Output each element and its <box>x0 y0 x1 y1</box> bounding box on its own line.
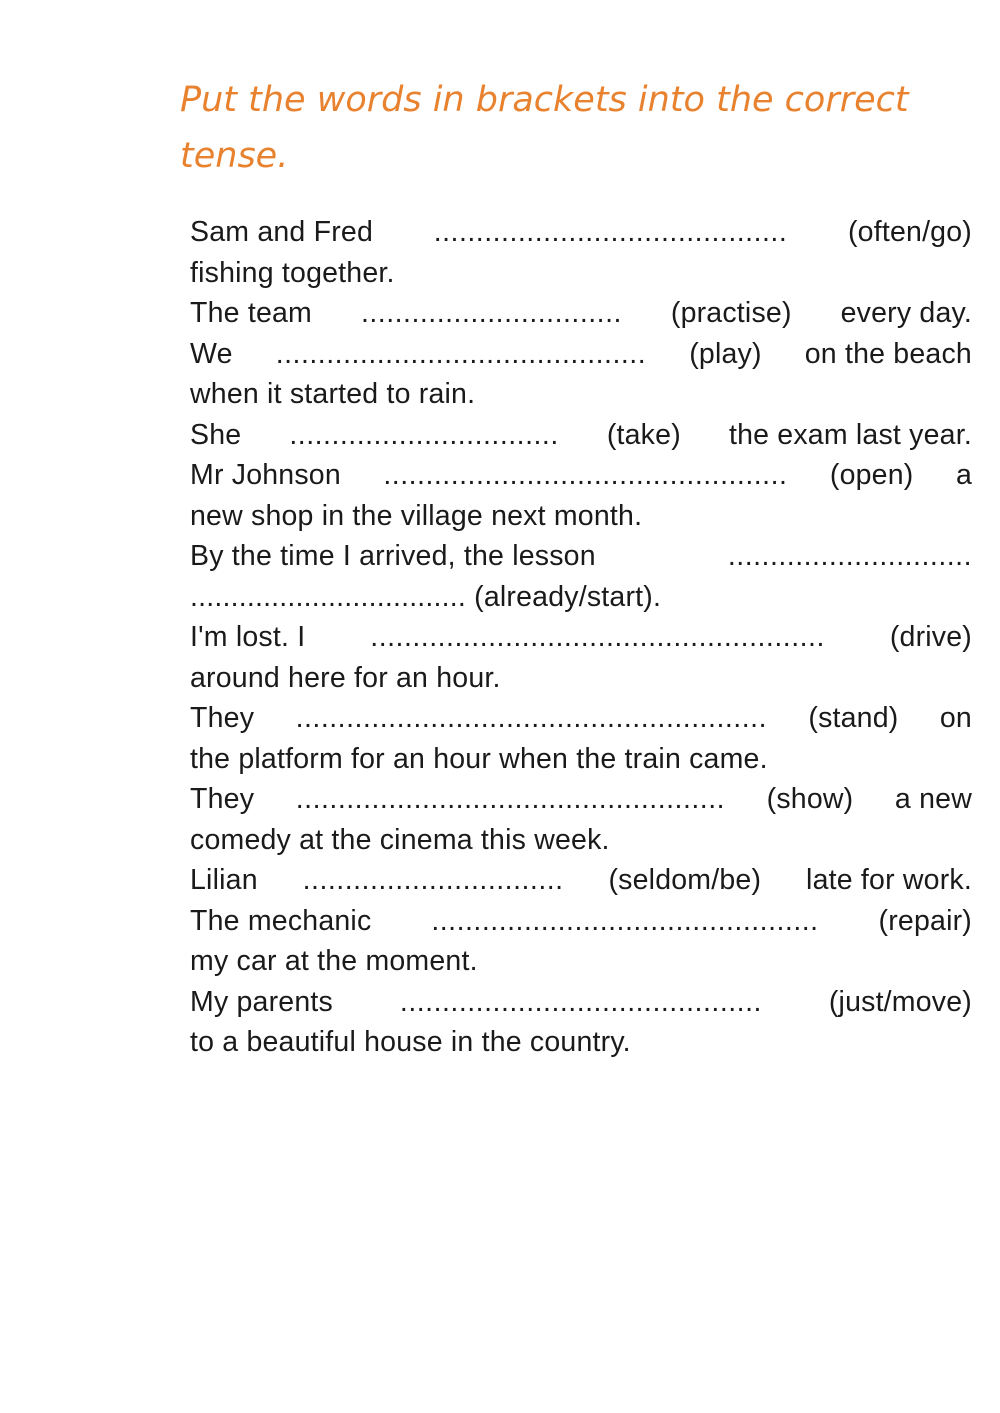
sentence-text: (practise) <box>670 297 792 329</box>
sentence-text: a new <box>894 783 972 815</box>
sentence-text: (open) <box>829 459 914 491</box>
sentence-line <box>190 982 972 1023</box>
sentence-line <box>190 820 972 861</box>
exercise-sentence <box>190 415 972 456</box>
sentence-line <box>190 293 972 334</box>
sentence-line <box>190 739 972 780</box>
answer-blank: ........................................... <box>399 985 762 1018</box>
sentence-line <box>190 617 972 658</box>
sentence-line <box>190 536 972 577</box>
sentence-text: (drive) <box>889 621 972 653</box>
sentence-text: (repair) <box>878 904 972 937</box>
sentence-text: when it started to rain. <box>190 378 476 410</box>
sentence-text: on the beach <box>804 337 972 370</box>
instruction-heading: Put the words in brackets into the correct tense. <box>180 80 909 176</box>
sentence-text: my car at the moment. <box>190 945 478 977</box>
sentence-text: They <box>190 702 255 734</box>
exercise-sentence <box>190 617 972 698</box>
sentence-text: new shop in the village next month. <box>190 499 643 532</box>
sentence-line <box>190 779 972 820</box>
sentence-line <box>190 415 972 456</box>
sentence-text: Lilian <box>190 864 258 896</box>
sentence-text: Sam and Fred <box>190 216 373 248</box>
answer-blank: ........................................................ <box>295 702 767 734</box>
sentence-text: on <box>939 702 972 734</box>
answer-blank: ............................. <box>727 540 972 572</box>
sentence-line <box>190 901 972 942</box>
sentence-text: The mechanic <box>190 904 372 937</box>
sentence-text: (take) <box>606 418 681 451</box>
answer-blank: ................................ <box>289 418 559 451</box>
sentence-line <box>190 941 972 982</box>
sentence-text: She <box>190 418 242 451</box>
exercise-sentence <box>190 212 972 293</box>
exercise-sentence <box>190 901 972 982</box>
sentence-text: (play) <box>689 337 762 370</box>
sentence-text: late for work. <box>806 864 972 896</box>
sentence-line <box>190 374 972 415</box>
sentence-text: fishing together. <box>190 256 395 289</box>
exercise-sentence <box>190 860 972 901</box>
sentence-text: We <box>190 337 233 370</box>
sentence-line <box>190 698 972 739</box>
sentence-text: They <box>190 783 255 815</box>
sentence-text: every day. <box>840 297 972 329</box>
sentence-line <box>190 455 972 496</box>
exercise-list <box>190 212 972 1063</box>
sentence-text: to a beautiful house in the country. <box>190 1026 631 1058</box>
answer-blank: ............................................ <box>275 337 647 370</box>
answer-blank: ............................... <box>360 297 622 329</box>
answer-blank: ............................... <box>302 864 564 896</box>
exercise-sentence <box>190 779 972 860</box>
sentence-text: comedy at the cinema this week. <box>190 823 610 856</box>
sentence-line <box>190 212 972 253</box>
answer-blank: ................................................... <box>295 783 726 815</box>
sentence-text: By the time I arrived, the lesson <box>190 540 596 572</box>
sentence-text: I'm lost. I <box>190 621 306 653</box>
exercise-sentence <box>190 982 972 1063</box>
sentence-text: (often/go) <box>847 216 972 248</box>
answer-blank: ................................................ <box>383 459 788 491</box>
sentence-line <box>190 253 972 294</box>
sentence-text: .................................. (already/start). <box>190 580 662 613</box>
sentence-text: a <box>955 459 972 491</box>
sentence-line <box>190 334 972 375</box>
sentence-text: (show) <box>766 783 854 815</box>
sentence-text: the exam last year. <box>728 418 972 451</box>
sentence-line <box>190 1022 972 1063</box>
sentence-text: (seldom/be) <box>608 864 762 896</box>
exercise-sentence <box>190 334 972 415</box>
sentence-line <box>190 860 972 901</box>
exercise-sentence <box>190 293 972 334</box>
sentence-text: around here for an hour. <box>190 661 501 694</box>
sentence-line <box>190 577 972 618</box>
sentence-text: Mr Johnson <box>190 459 341 491</box>
sentence-text: The team <box>190 297 312 329</box>
exercise-sentence <box>190 698 972 779</box>
exercise-sentence <box>190 455 972 536</box>
sentence-text: (stand) <box>808 702 899 734</box>
sentence-text: (just/move) <box>828 985 972 1018</box>
sentence-text: the platform for an hour when the train came. <box>190 742 768 775</box>
answer-blank: ...................................................... <box>370 621 825 653</box>
exercise-sentence <box>190 536 972 617</box>
answer-blank: .............................................. <box>431 904 819 937</box>
sentence-line <box>190 496 972 537</box>
sentence-text: My parents <box>190 985 333 1018</box>
answer-blank: .......................................... <box>433 216 788 248</box>
sentence-line <box>190 658 972 699</box>
